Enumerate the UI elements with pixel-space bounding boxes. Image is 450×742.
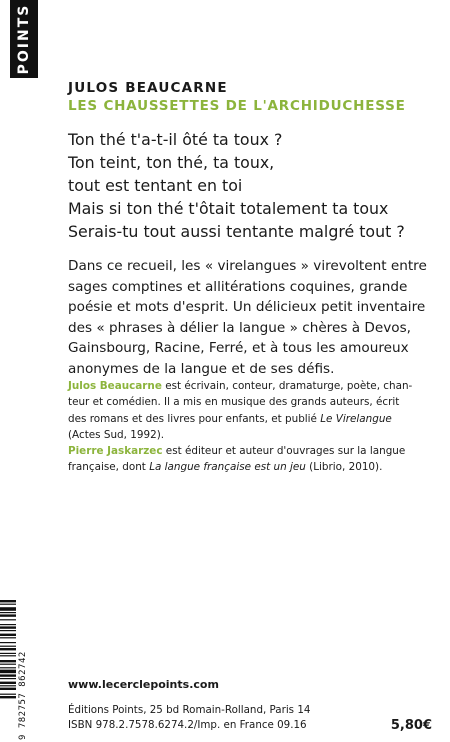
barcode-bar — [0, 667, 16, 668]
barcode-bar — [0, 614, 16, 616]
barcode-bar — [0, 637, 16, 638]
barcode-bar — [0, 642, 16, 643]
bio-line: (Actes Sud, 1992). — [68, 429, 165, 442]
bio-text: des romans et des livres pour enfants, et publié — [68, 412, 321, 425]
barcode-bar — [0, 653, 16, 654]
barcode-bar — [0, 634, 16, 636]
bio-book-title: La langue française est un jeu — [149, 461, 306, 474]
poem-line: Ton teint, ton thé, ta toux, — [68, 153, 275, 172]
barcode-bar — [0, 612, 16, 613]
barcode-bar — [0, 646, 16, 647]
author-bio — [68, 378, 438, 444]
barcode-bar — [0, 694, 16, 695]
book-price: 5,80€ — [390, 718, 432, 733]
bio-line: teur et comédien. Il a mis en musique des grands auteurs, écrit — [68, 396, 400, 409]
poem-line: tout est tentant en toi — [68, 176, 243, 195]
poem-line: Mais si ton thé t'ôtait totalement ta toux — [68, 199, 389, 218]
barcode-bar — [0, 682, 16, 684]
barcode-bar — [0, 624, 16, 625]
poem-line: Ton thé t'a-t-il ôté ta toux ? — [68, 130, 283, 149]
barcode-bar — [0, 607, 16, 611]
publisher-info — [68, 703, 310, 733]
poem-line: Serais-tu tout aussi tentante malgré tout ? — [68, 222, 405, 241]
isbn-barcode — [0, 598, 26, 742]
bio-text: (Librio, 2010). — [305, 461, 383, 474]
bio-line — [68, 459, 438, 475]
poem-excerpt — [68, 128, 438, 243]
barcode-bar — [0, 630, 16, 631]
barcode-bar — [0, 626, 16, 628]
bio-book-title: Le Virelangue — [320, 412, 392, 425]
summary-line: des « phrases à délier la langue » chères à Devos, — [68, 319, 411, 336]
book-title: LES CHAUSSETTES DE L'ARCHIDUCHESSE — [68, 98, 406, 114]
publisher-address: Éditions Points, 25 bd Romain-Rolland, Paris 14 — [68, 704, 311, 716]
barcode-bar — [0, 678, 16, 679]
isbn-line: ISBN 978.2.7578.6274.2/Imp. en France 09.16 — [68, 719, 307, 731]
barcode-bar — [0, 619, 16, 620]
summary-line: Gainsbourg, Racine, Ferré, et à tous les amoureux — [68, 340, 409, 356]
barcode-bar — [0, 600, 16, 602]
summary-line: anonymes de la langue et de ses défis. — [68, 360, 335, 377]
bio-text: française, dont — [68, 461, 150, 474]
barcode-bar — [0, 664, 16, 665]
barcode-bar — [0, 670, 16, 674]
barcode-bar — [0, 696, 16, 698]
bio-line — [68, 443, 438, 459]
bio-text: est éditeur et auteur d'ouvrages sur la langue — [162, 445, 406, 457]
barcode-bar — [0, 660, 16, 662]
barcode-bar — [0, 604, 16, 605]
bio-author-name: Julos Beaucarne — [68, 380, 162, 392]
barcode-bar — [0, 655, 16, 656]
author-name: JULOS BEAUCARNE — [68, 80, 228, 96]
barcode-bar — [0, 685, 16, 686]
barcode-bar — [0, 674, 16, 676]
book-summary — [68, 256, 434, 379]
logo-text: POINTS — [16, 3, 32, 75]
points-logo — [10, 0, 38, 78]
publisher-website: www.lecerclepoints.com — [68, 678, 219, 691]
bio-editor-name: Pierre Jaskarzec — [68, 445, 163, 457]
bio-line — [68, 411, 438, 427]
editor-bio — [68, 443, 438, 476]
summary-line: Dans ce recueil, les « virelangues » virevoltent entre — [68, 258, 427, 274]
barcode-bar — [0, 688, 16, 690]
bio-line — [68, 378, 438, 394]
barcode-digits: 9 782757 862742 — [18, 651, 28, 740]
summary-line: poésie et mots d'esprit. Un délicieux petit inventaire — [68, 299, 426, 315]
bio-text: est écrivain, conteur, dramaturge, poète, chan- — [161, 380, 413, 392]
barcode-bar — [0, 648, 16, 650]
summary-line: sages comptines et allitérations coquines, grande — [68, 278, 408, 295]
